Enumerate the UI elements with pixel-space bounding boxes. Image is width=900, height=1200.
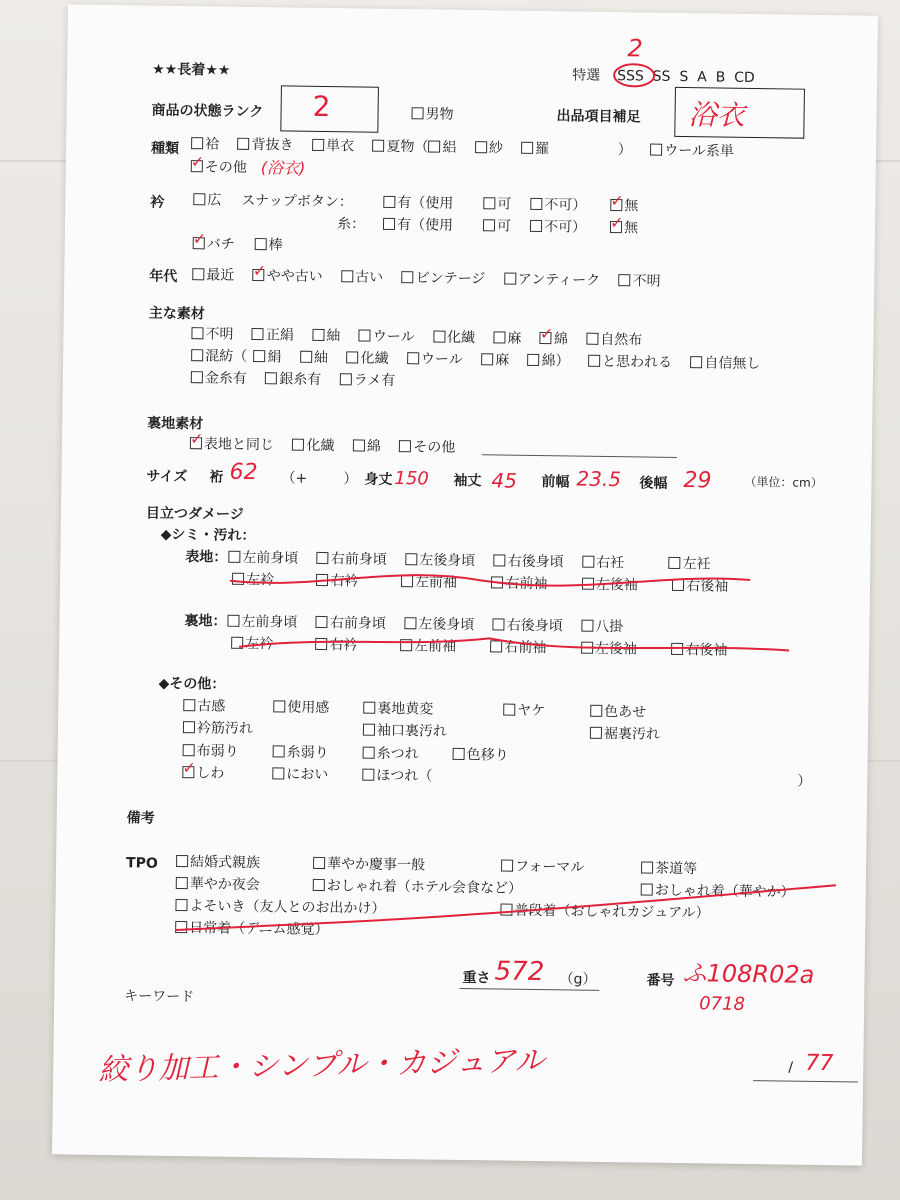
front-width-label: 前幅 xyxy=(541,474,570,491)
special-label: 特選 xyxy=(572,67,601,84)
option-label: 無 xyxy=(624,198,639,215)
option-label: 裏地黄変 xyxy=(377,700,434,718)
grade-s[interactable]: S xyxy=(679,68,689,86)
page-slash: / xyxy=(788,1059,794,1076)
option-label: 右後身頃 xyxy=(506,617,563,635)
grade-handwritten-mark: 2 xyxy=(627,34,643,63)
keyword-value: 絞り加工・シンプル・カジュアル xyxy=(98,1043,545,1088)
kind-label: 種類 xyxy=(150,140,180,157)
option-label: 糸弱り xyxy=(286,744,329,762)
option-label: 背抜き xyxy=(251,136,294,154)
lining-label: 裏地素材 xyxy=(147,415,204,433)
option-label: しわ xyxy=(196,765,225,782)
number-label: 番号 xyxy=(646,972,675,989)
option-label: 右前袖 xyxy=(504,639,547,657)
option-label: におい xyxy=(286,766,329,784)
option-label: 紬 xyxy=(313,349,329,367)
damage-label: 目立つダメージ xyxy=(145,505,244,523)
option-label: 左後身頃 xyxy=(418,616,475,634)
yuki-label: 裄 xyxy=(209,469,224,486)
option-label: 絽 xyxy=(442,139,457,156)
length-value: 150 xyxy=(394,468,429,490)
option-label: 茶道等 xyxy=(654,860,698,878)
sleeve-value: 45 xyxy=(491,468,518,493)
option-label: 金糸有 xyxy=(204,370,247,387)
option-label: 綿 xyxy=(366,438,381,455)
kind-other-value: (浴衣) xyxy=(260,158,306,178)
collar-label: 衿 xyxy=(150,194,165,211)
option-label: 右前身頃 xyxy=(330,551,387,568)
option-label: 色あせ xyxy=(604,703,647,721)
option-label: 化繊 xyxy=(360,350,389,367)
grade-b[interactable]: B xyxy=(715,69,726,86)
keyword-label: キーワード xyxy=(124,988,195,1006)
option-label: 右前袖 xyxy=(505,575,548,593)
option-label: おしゃれ着（ホテル会食など） xyxy=(326,878,523,897)
option-label: 不可） xyxy=(544,197,587,214)
option-label: 無 xyxy=(623,220,639,237)
grade-cd[interactable]: CD xyxy=(734,69,755,86)
option-label: 羅 xyxy=(535,140,550,158)
option-label: フォーマル xyxy=(514,858,585,876)
weight-value: 572 xyxy=(494,956,545,988)
supplement-value: 浴衣 xyxy=(688,98,745,132)
option-label: 左後袖 xyxy=(595,576,638,594)
option-label: 左衿 xyxy=(245,571,275,589)
option-label: 普段着（おしゃれカジュアル） xyxy=(514,902,710,922)
option-label: 古感 xyxy=(197,698,226,715)
option-label: 左前袖 xyxy=(413,638,457,655)
option-label: 男物 xyxy=(425,106,454,123)
option-label: 最近 xyxy=(206,267,235,284)
option-label: 化繊 xyxy=(306,437,335,455)
grade-sss[interactable]: SSS xyxy=(617,68,644,85)
option-label: おしゃれ着（華やか） xyxy=(654,882,795,901)
option-label: 袷 xyxy=(205,136,220,153)
inner-strike xyxy=(239,635,789,655)
option-label: 右衽 xyxy=(596,554,625,572)
option-label: 化繊 xyxy=(446,329,476,347)
age-label: 年代 xyxy=(149,268,178,285)
supplement-label: 出品項目補足 xyxy=(556,108,641,126)
inspection-sheet xyxy=(52,4,878,1165)
option-label: 袖口裏汚れ xyxy=(376,722,448,740)
snap-label: スナップボタン： xyxy=(241,192,353,211)
notes-label: 備考 xyxy=(126,810,155,827)
option-label: 不明 xyxy=(632,273,661,290)
weight-unit: （g） xyxy=(559,971,597,988)
yuki-value: 62 xyxy=(229,459,258,486)
option-label: ウール xyxy=(420,351,463,368)
option-label: 右衿 xyxy=(329,637,358,654)
grade-circle xyxy=(614,64,654,87)
option-label: ビンテージ xyxy=(415,270,486,288)
option-label: 右前身頃 xyxy=(329,615,387,632)
option-label: 右後袖 xyxy=(686,578,729,595)
option-label: 銀糸有 xyxy=(279,371,322,388)
option-label: ラメ有 xyxy=(353,372,396,390)
option-label: 八掛 xyxy=(595,618,624,636)
option-label: 左前袖 xyxy=(414,574,458,591)
yuki-plus: （+ xyxy=(281,470,308,487)
tpo-label: TPO xyxy=(125,855,158,872)
option-label: 左衿 xyxy=(245,635,274,653)
thread-label: 糸： xyxy=(336,216,366,233)
option-label: 単衣 xyxy=(325,138,355,155)
option-label: 左前身頃 xyxy=(241,613,298,631)
option-label: 右衿 xyxy=(330,573,359,590)
option-label: 布弱り xyxy=(196,743,239,760)
option-label: ウール xyxy=(372,328,415,346)
option-label: 有（使用 xyxy=(397,195,454,212)
option-label: 混紡（ xyxy=(205,348,248,365)
option-label: 広 xyxy=(207,192,222,209)
option-label: ほつれ（ xyxy=(376,767,433,785)
option-label: ヤケ xyxy=(517,702,546,720)
number-value: ふ108R02a xyxy=(682,959,815,989)
outer-strike xyxy=(230,572,750,590)
option-label: 左後袖 xyxy=(594,640,638,658)
length-label: 身丈 xyxy=(364,471,393,488)
unit-label: （単位：cm） xyxy=(744,474,823,490)
option-label: 自信無し xyxy=(704,355,761,373)
other-damage-label: ◆その他： xyxy=(158,675,226,693)
option-label: 綿 xyxy=(553,331,569,348)
number-sub: 0718 xyxy=(699,993,746,1015)
option-label: 可 xyxy=(497,196,512,213)
option-label: 表地と同じ xyxy=(203,436,275,454)
option-label: 右後身頃 xyxy=(507,553,564,571)
rank-label: 商品の状態ランク xyxy=(151,102,264,121)
option-label: 裾裏汚れ xyxy=(603,725,661,743)
option-label: 衿筋汚れ xyxy=(196,720,254,738)
grade-ss[interactable]: SS xyxy=(652,68,671,85)
weight-label: 重さ xyxy=(462,970,491,987)
option-label: 日常着（デニム感覚） xyxy=(189,920,329,939)
option-label: 紗 xyxy=(488,140,504,157)
size-label: サイズ xyxy=(146,468,188,486)
option-label: 絹 xyxy=(267,349,282,366)
material-label: 主な素材 xyxy=(148,305,205,323)
option-label: よそいき（友人とのお出かけ） xyxy=(189,898,386,917)
stain-label: ◆シミ・汚れ： xyxy=(160,526,256,545)
option-label: 左衽 xyxy=(682,556,711,573)
option-label: 正絹 xyxy=(265,327,295,344)
option-label: 使用感 xyxy=(287,699,330,717)
back-width-value: 29 xyxy=(683,468,712,494)
kind-close: ） xyxy=(617,142,632,159)
option-label: 綿） xyxy=(541,353,570,370)
option-label: 可 xyxy=(496,218,512,235)
handwritten-strokes xyxy=(52,4,878,1165)
sleeve-label: 袖丈 xyxy=(453,472,482,490)
grade-a[interactable]: A xyxy=(697,69,707,86)
option-label: 有（使用 xyxy=(396,217,454,234)
option-label: やや古い xyxy=(266,268,323,285)
outer-label: 表地： xyxy=(185,549,228,566)
sheet-title: ★★長着★★ xyxy=(152,61,231,79)
option-label: 華やか夜会 xyxy=(189,876,260,894)
option-label: 不明 xyxy=(205,326,234,343)
option-label: 紬 xyxy=(326,328,341,345)
option-label: ウール系単 xyxy=(664,142,735,160)
front-width-value: 23.5 xyxy=(576,466,622,492)
option-label: 自然布 xyxy=(600,331,643,349)
inner-label: 裏地： xyxy=(184,613,227,630)
option-label: 色移り xyxy=(466,747,509,764)
option-label: 華やか慶事一般 xyxy=(326,856,426,874)
other-fray-close: ） xyxy=(797,773,812,790)
yuki-close: ） xyxy=(343,471,358,488)
option-label: 古い xyxy=(355,269,384,286)
option-label: 麻 xyxy=(507,330,522,347)
option-label: 棒 xyxy=(268,237,283,254)
rank-value: 2 xyxy=(312,89,331,124)
tpo-strike xyxy=(175,876,836,939)
page-value: 77 xyxy=(805,1050,834,1077)
option-label: 左後身頃 xyxy=(419,552,476,570)
option-label: バチ xyxy=(206,236,235,253)
option-label: 夏物（ xyxy=(386,138,429,156)
back-width-label: 後幅 xyxy=(639,475,668,492)
option-label: 麻 xyxy=(495,352,510,369)
option-label: 右後袖 xyxy=(685,642,728,659)
option-label: 不可） xyxy=(543,219,587,236)
option-label: その他 xyxy=(413,439,456,456)
option-label: アンティーク xyxy=(517,271,601,289)
option-label: 結婚式親族 xyxy=(189,854,261,872)
option-label: と思われる xyxy=(601,353,673,371)
option-label: 糸つれ xyxy=(376,745,419,763)
option-label: その他 xyxy=(204,159,247,176)
option-label: 左前身頃 xyxy=(242,549,299,567)
